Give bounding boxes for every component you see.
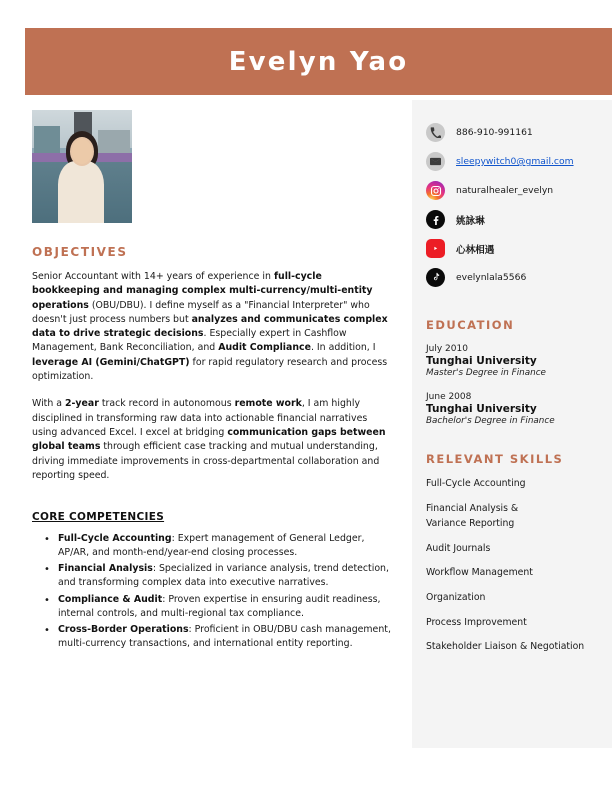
email-link[interactable]: sleepywitch0@gmail.com	[456, 156, 574, 167]
obj1-bold-3: Audit Compliance	[218, 342, 311, 354]
phone-icon	[426, 123, 445, 142]
obj1-text-4: . In addition, I	[310, 342, 376, 354]
list-item: Stakeholder Liaison & Negotiation	[426, 641, 585, 653]
education-degree: Master's Degree in Finance	[426, 368, 546, 378]
facebook-icon	[426, 210, 445, 229]
objectives-paragraph-1	[32, 270, 392, 384]
youtube-channel: 心林相遇	[456, 244, 495, 256]
competency-term: Cross-Border Operations	[58, 623, 189, 635]
header-banner	[25, 28, 612, 95]
photo-body	[58, 161, 104, 223]
contact-item-email[interactable]	[426, 147, 598, 176]
list-item: Variance Reporting	[426, 518, 515, 530]
obj1-text-1: Senior Accountant with 14+ years of experience in	[32, 271, 274, 282]
obj2-text-2: track record in autonomous	[98, 398, 235, 410]
contact-item-youtube[interactable]	[426, 234, 598, 263]
obj2-text-1: With a	[32, 398, 65, 410]
obj1-text-2: (OBU/DBU). I define myself as a "Financial Interpreter" who doesn't just process numbers but	[32, 299, 370, 325]
tiktok-icon	[426, 268, 445, 287]
page-title: Evelyn Yao	[228, 46, 409, 77]
competency-desc: : Proven expertise in ensuring audit readiness, internal controls, and multi-regional tax compliance.	[58, 593, 381, 619]
list-item	[58, 623, 392, 651]
avatar	[32, 110, 132, 223]
competency-term: Financial Analysis	[58, 563, 153, 575]
obj2-bold-1: 2-year	[65, 398, 99, 410]
obj1-bold-1: full-cycle bookkeeping and managing complex multi-currency/multi-entity operations	[32, 271, 373, 311]
competencies-heading: CORE COMPETENCIES	[32, 511, 165, 524]
instagram-handle: naturalhealer_evelyn	[456, 185, 554, 196]
list-item: Full-Cycle Accounting	[426, 478, 526, 489]
obj1-bold-2: analyzes and communicates complex data to drive strategic decisions	[32, 313, 388, 340]
tiktok-handle: evelynlala5566	[456, 272, 527, 283]
education-school: Tunghai University	[426, 403, 537, 415]
list-item	[58, 593, 392, 621]
skills-heading: RELEVANT SKILLS	[426, 452, 564, 466]
objectives-paragraph-2	[32, 397, 392, 483]
education-heading: EDUCATION	[426, 318, 515, 332]
education-degree: Bachelor's Degree in Finance	[426, 416, 555, 426]
main-content	[32, 110, 392, 653]
list-item	[58, 532, 392, 560]
obj1-text-3: . Especially expert in Cashflow Management, Bank Reconciliation, and	[32, 328, 347, 354]
education-entry	[426, 344, 598, 378]
facebook-name: 姚詠琳	[456, 215, 485, 227]
contact-item-facebook[interactable]	[426, 205, 598, 234]
education-school: Tunghai University	[426, 355, 537, 367]
list-item: Audit Journals	[426, 542, 491, 554]
sidebar	[412, 100, 612, 748]
competency-desc: : Expert management of General Ledger, AP/AR, and month-end/year-end closing processes.	[58, 533, 365, 559]
contact-item-tiktok[interactable]	[426, 263, 598, 292]
obj1-text-5: for rapid regulatory research and process optimization.	[32, 356, 388, 383]
list-item: Financial Analysis &	[426, 502, 519, 514]
competency-desc: : Proficient in OBU/DBU cash management, multi-currency transactions, and international entity reporting.	[58, 623, 391, 649]
contact-item-instagram[interactable]	[426, 176, 598, 205]
list-item: Workflow Management	[426, 567, 533, 579]
obj1-bold-4: leverage AI (Gemini/ChatGPT)	[32, 356, 190, 368]
education-date: July 2010	[426, 344, 468, 354]
list-item: Organization	[426, 592, 486, 604]
obj2-text-4: through efficient case tracking and mutual understanding, driving immediate improvements in cross-departmental collaboration and reporting speed.	[32, 441, 380, 481]
competency-desc: : Specialized in variance analysis, trend detection, and transforming complex data into executive narratives.	[58, 563, 389, 589]
youtube-icon	[426, 239, 445, 258]
contact-list	[426, 118, 598, 292]
objectives-heading: OBJECTIVES	[32, 245, 128, 259]
competencies-list	[32, 532, 392, 651]
list-item	[58, 562, 392, 590]
competency-term: Compliance & Audit	[58, 593, 163, 605]
contact-item-phone[interactable]	[426, 118, 598, 147]
education-date: June 2008	[426, 392, 472, 402]
list-item: Process Improvement	[426, 616, 527, 628]
email-icon	[426, 152, 445, 171]
phone-number: 886-910-991161	[456, 127, 533, 138]
obj2-text-3: , I am highly disciplined in transforming raw data into actionable financial narratives using advanced Excel. I excel at bridging	[32, 398, 368, 438]
instagram-icon	[426, 181, 445, 200]
education-entry	[426, 392, 598, 426]
skills-list	[426, 478, 598, 653]
obj2-bold-3: communication gaps between global teams	[32, 426, 386, 453]
competency-term: Full-Cycle Accounting	[58, 533, 172, 545]
obj2-bold-2: remote work	[234, 398, 302, 410]
